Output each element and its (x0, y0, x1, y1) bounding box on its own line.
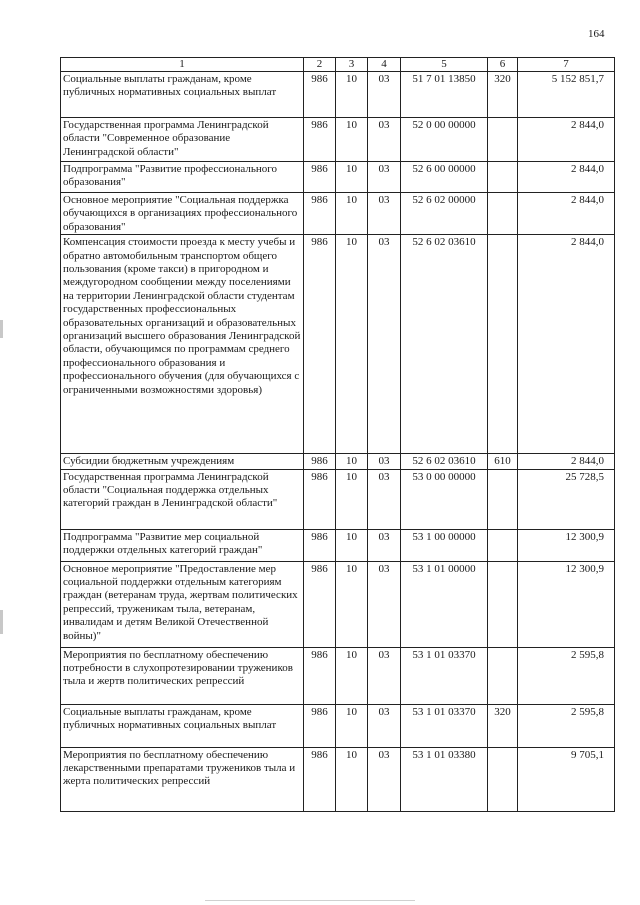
row-article: 53 0 00 00000 (401, 469, 488, 529)
row-article: 53 1 00 00000 (401, 529, 488, 561)
scan-edge-mark (0, 610, 3, 634)
table-row (61, 118, 615, 162)
row-article: 53 1 01 03370 (401, 647, 488, 704)
row-expense-type (488, 162, 518, 193)
row-ministry: 986 (304, 469, 336, 529)
table-row (61, 193, 615, 235)
row-name: Мероприятия по бесплатному обеспечению лекарственными препаратами тружеников тыла и жерта политических репрессий (61, 747, 304, 811)
row-amount: 2 595,8 (518, 647, 615, 704)
row-ministry: 986 (304, 747, 336, 811)
row-subsection: 03 (368, 235, 401, 454)
row-amount: 2 844,0 (518, 193, 615, 235)
table-row (61, 162, 615, 193)
row-name: Социальные выплаты гражданам, кроме публичных нормативных социальных выплат (61, 704, 304, 747)
column-header: 1 (61, 58, 304, 72)
row-subsection: 03 (368, 529, 401, 561)
row-amount: 2 595,8 (518, 704, 615, 747)
row-expense-type (488, 118, 518, 162)
table-row (61, 469, 615, 529)
row-expense-type (488, 529, 518, 561)
row-section: 10 (336, 193, 368, 235)
row-name: Субсидии бюджетным учреждениям (61, 454, 304, 469)
table-row (61, 561, 615, 647)
column-header: 4 (368, 58, 401, 72)
row-expense-type: 320 (488, 704, 518, 747)
row-name: Основное мероприятие "Социальная поддержка обучающихся в организациях профессионального образования" (61, 193, 304, 235)
column-header: 3 (336, 58, 368, 72)
row-expense-type (488, 235, 518, 454)
row-section: 10 (336, 235, 368, 454)
table-header-row (61, 58, 615, 72)
row-amount: 2 844,0 (518, 162, 615, 193)
row-ministry: 986 (304, 193, 336, 235)
row-ministry: 986 (304, 235, 336, 454)
row-article: 52 0 00 00000 (401, 118, 488, 162)
row-section: 10 (336, 162, 368, 193)
row-subsection: 03 (368, 118, 401, 162)
table-row (61, 647, 615, 704)
row-article: 53 1 01 03380 (401, 747, 488, 811)
column-header: 7 (518, 58, 615, 72)
row-subsection: 03 (368, 193, 401, 235)
row-name: Государственная программа Ленинградской области "Социальная поддержка отдельных категорий граждан в Ленинградской области" (61, 469, 304, 529)
table-row (61, 747, 615, 811)
row-amount: 5 152 851,7 (518, 72, 615, 118)
row-subsection: 03 (368, 561, 401, 647)
row-amount: 2 844,0 (518, 235, 615, 454)
row-name: Подпрограмма "Развитие профессионального образования" (61, 162, 304, 193)
row-article: 52 6 02 03610 (401, 454, 488, 469)
scan-edge-mark (0, 320, 3, 338)
row-ministry: 986 (304, 704, 336, 747)
row-ministry: 986 (304, 647, 336, 704)
row-article: 52 6 02 00000 (401, 193, 488, 235)
row-section: 10 (336, 118, 368, 162)
row-name: Мероприятия по бесплатному обеспечению потребности в слухопротезировании тружеников тыла и жертв политических репрессий (61, 647, 304, 704)
column-header: 2 (304, 58, 336, 72)
page-number: 164 (588, 28, 605, 40)
row-name: Компенсация стоимости проезда к месту учебы и обратно автомобильным транспортом общего пользования (кроме такси) в пригородном и междугородном сообщении между поселениями на территории Ленинградской области студентам государственных профессиональных образовательных организаций и образовательных организаций высшего образования Ленинградской области, обучающимся по программам среднего профессионального образования и профессионального обучения (для обучающихся с ограниченными возможностями здоровья) (61, 235, 304, 454)
row-expense-type (488, 193, 518, 235)
row-expense-type (488, 469, 518, 529)
row-section: 10 (336, 704, 368, 747)
row-section: 10 (336, 561, 368, 647)
row-expense-type (488, 747, 518, 811)
row-expense-type: 320 (488, 72, 518, 118)
row-subsection: 03 (368, 747, 401, 811)
row-amount: 12 300,9 (518, 561, 615, 647)
row-section: 10 (336, 72, 368, 118)
row-ministry: 986 (304, 454, 336, 469)
table-row (61, 72, 615, 118)
column-header: 6 (488, 58, 518, 72)
row-amount: 2 844,0 (518, 454, 615, 469)
row-subsection: 03 (368, 162, 401, 193)
row-amount: 25 728,5 (518, 469, 615, 529)
row-ministry: 986 (304, 162, 336, 193)
row-subsection: 03 (368, 469, 401, 529)
row-ministry: 986 (304, 72, 336, 118)
row-section: 10 (336, 747, 368, 811)
table-row (61, 454, 615, 469)
row-section: 10 (336, 469, 368, 529)
table-row (61, 704, 615, 747)
row-subsection: 03 (368, 454, 401, 469)
row-subsection: 03 (368, 72, 401, 118)
row-name: Социальные выплаты гражданам, кроме публичных нормативных социальных выплат (61, 72, 304, 118)
row-article: 51 7 01 13850 (401, 72, 488, 118)
scan-bottom-mark (205, 900, 415, 901)
row-ministry: 986 (304, 561, 336, 647)
row-ministry: 986 (304, 118, 336, 162)
row-section: 10 (336, 454, 368, 469)
row-amount: 9 705,1 (518, 747, 615, 811)
row-ministry: 986 (304, 529, 336, 561)
row-expense-type: 610 (488, 454, 518, 469)
table-row (61, 235, 615, 454)
column-header: 5 (401, 58, 488, 72)
row-article: 52 6 02 03610 (401, 235, 488, 454)
row-article: 52 6 00 00000 (401, 162, 488, 193)
row-name: Подпрограмма "Развитие мер социальной поддержки отдельных категорий граждан" (61, 529, 304, 561)
row-article: 53 1 01 00000 (401, 561, 488, 647)
budget-table (60, 57, 615, 812)
row-section: 10 (336, 529, 368, 561)
row-amount: 12 300,9 (518, 529, 615, 561)
table-row (61, 529, 615, 561)
row-subsection: 03 (368, 704, 401, 747)
row-amount: 2 844,0 (518, 118, 615, 162)
row-name: Основное мероприятие "Предоставление мер социальной поддержки отдельным категориям граждан (ветеранам труда, жертвам политических репрессий, труженикам тыла, ветеранам, инвалидам и детям Великой Отечественной войны)" (61, 561, 304, 647)
row-name: Государственная программа Ленинградской области "Современное образование Ленинградской области" (61, 118, 304, 162)
row-section: 10 (336, 647, 368, 704)
row-expense-type (488, 647, 518, 704)
row-subsection: 03 (368, 647, 401, 704)
row-article: 53 1 01 03370 (401, 704, 488, 747)
row-expense-type (488, 561, 518, 647)
